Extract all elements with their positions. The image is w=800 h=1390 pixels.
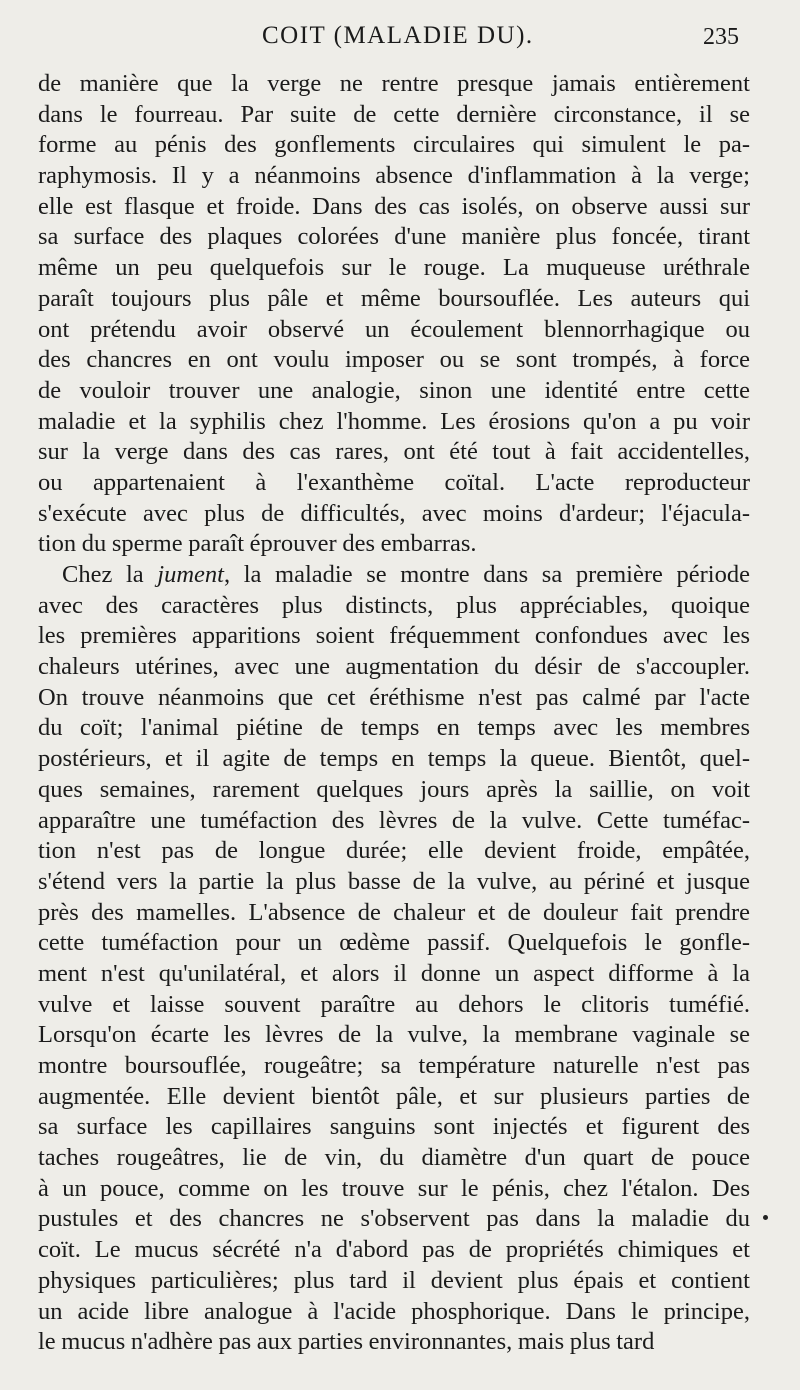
text-line: cette tuméfaction pour un œdème passif. Quelquefois le gonfle-	[38, 929, 750, 957]
text-line: les premières apparitions soient fréquemment confondues avec les	[38, 622, 750, 650]
text-line: de vouloir trouver une analogie, sinon une identité entre cette	[38, 376, 750, 404]
text-line: augmentée. Elle devient bientôt pâle, et sur plusieurs parties de	[38, 1082, 750, 1110]
text-line: du coït; l'animal piétine de temps en temps avec les membres	[38, 714, 750, 742]
text-line: ou appartenaient à l'exanthème coïtal. L'acte reproducteur	[38, 468, 750, 496]
text-line: vulve et laisse souvent paraître au dehors le clitoris tuméfié.	[38, 990, 750, 1018]
text-line: On trouve néanmoins que cet éréthisme n'est pas calmé par l'acte	[38, 683, 750, 711]
text-line: sur la verge dans des cas rares, ont été tout à fait accidentelles,	[38, 438, 750, 466]
text-line: montre boursouflée, rougeâtre; sa température naturelle n'est pas	[38, 1052, 750, 1079]
text-line: le mucus n'adhère pas aux parties environnantes, mais plus tard	[38, 1328, 655, 1356]
text-line: un acide libre analogue à l'acide phosphorique. Dans le principe,	[38, 1297, 750, 1325]
text-line: à un pouce, comme on les trouve sur le pénis, chez l'étalon. Des	[38, 1174, 750, 1202]
text-line: chaleurs utérines, avec une augmentation du désir de s'accoupler.	[38, 653, 750, 681]
text-line: ment n'est qu'unilatéral, et alors il donne un aspect difforme à la	[38, 959, 750, 987]
text-line: dans le fourreau. Par suite de cette dernière circonstance, il se	[38, 100, 750, 128]
text-line: s'étend vers la partie la plus basse de la vulve, au périné et jusque	[38, 867, 750, 895]
text-line: ont prétendu avoir observé un écoulement blennorrhagique ou	[38, 315, 750, 343]
text-line: physiques particulières; plus tard il devient plus épais et contient	[38, 1266, 750, 1294]
text-line: tion n'est pas de longue durée; elle devient froide, empâtée,	[38, 837, 750, 865]
text-line: près des mamelles. L'absence de chaleur et de douleur fait prendre	[38, 898, 750, 926]
text-line: sa surface des plaques colorées d'une manière plus foncée, tirant	[38, 223, 750, 251]
text-line: raphymosis. Il y a néanmoins absence d'inflammation à la verge;	[38, 162, 750, 190]
text-line: sa surface les capillaires sanguins sont injectés et figurent des	[38, 1113, 750, 1141]
margin-dot-mark	[763, 1215, 768, 1220]
text-line: Chez la jument, la maladie se montre dans sa première période	[62, 561, 750, 588]
text-line: s'exécute avec plus de difficultés, avec moins d'ardeur; l'éjacula-	[38, 499, 750, 527]
text-line: elle est flasque et froide. Dans des cas isolés, on observe aussi sur	[38, 192, 750, 220]
page-number: 235	[703, 24, 739, 50]
text-line: ques semaines, rarement quelques jours après la saillie, on voit	[38, 775, 750, 803]
text-line: des chancres en ont voulu imposer ou se sont trompés, à force	[38, 346, 750, 374]
text-line: Lorsqu'on écarte les lèvres de la vulve, la membrane vaginale se	[38, 1021, 750, 1049]
text-line: avec des caractères plus distincts, plus appréciables, quoique	[38, 591, 750, 619]
text-line: forme au pénis des gonflements circulaires qui simulent le pa-	[38, 131, 750, 159]
text-line: apparaître une tuméfaction des lèvres de la vulve. Cette tuméfac-	[38, 806, 750, 834]
text-line: même un peu quelquefois sur le rouge. La muqueuse uréthrale	[38, 254, 750, 282]
text-line: de manière que la verge ne rentre presque jamais entièrement	[38, 70, 750, 97]
text-line: maladie et la syphilis chez l'homme. Les érosions qu'on a pu voir	[38, 407, 750, 435]
page-header	[0, 22, 800, 62]
running-title: COIT (MALADIE DU).	[262, 22, 534, 49]
body-text	[38, 69, 750, 1358]
text-line: tion du sperme paraît éprouver des embarras.	[38, 530, 477, 558]
text-line: paraît toujours plus pâle et même boursouflée. Les auteurs qui	[38, 284, 750, 312]
text-line: postérieurs, et il agite de temps en temps la queue. Bientôt, quel-	[38, 745, 750, 773]
text-line: coït. Le mucus sécrété n'a d'abord pas de propriétés chimiques et	[38, 1236, 750, 1264]
text-line: pustules et des chancres ne s'observent pas dans la maladie du	[38, 1205, 750, 1233]
text-line: taches rougeâtres, lie de vin, du diamètre d'un quart de pouce	[38, 1144, 750, 1172]
